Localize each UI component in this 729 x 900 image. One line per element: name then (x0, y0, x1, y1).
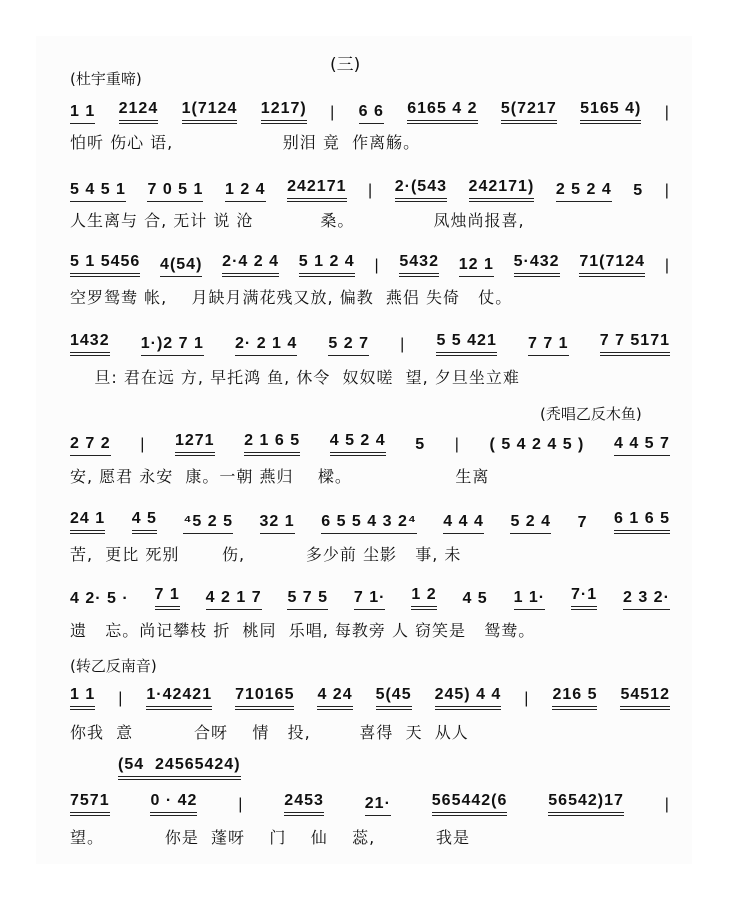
bracket-row (118, 756, 241, 780)
note-group: 4 2 1 7 (206, 589, 262, 610)
lyrics-row: 空罗鸳鸯 帐, 月缺月满花残又放, 偏教 燕侣 失倚 仗。 (70, 288, 513, 307)
note-group: 4 4 5 7 (614, 435, 670, 456)
notation-row (70, 586, 670, 610)
barline: | (140, 436, 146, 453)
note-group: 5·432 (514, 253, 560, 277)
note-group: 7 1· (354, 589, 386, 610)
note-group: ⁴5 2 5 (183, 513, 233, 534)
note-group: 4(54) (160, 256, 202, 277)
annotation-zhuan: (转乙反南音) (70, 657, 157, 675)
note-group: 5432 (399, 253, 439, 277)
barline: | (374, 257, 380, 274)
section-title: (三) (330, 55, 361, 75)
note-group: 1·42421 (146, 686, 212, 710)
lyrics-row: 怕听 伤心 语, 别泪 竟 作离觞。 (70, 133, 421, 152)
note-group: 71(7124 (579, 253, 645, 277)
note-group: 1 1 (70, 103, 95, 124)
annotation-tuchang: (秃唱乙反木鱼) (540, 405, 642, 423)
note-group: 6165 4 2 (407, 100, 477, 124)
lyrics-row: 旦: 君在远 方, 早托鸿 鱼, 休令 奴奴嗟 望, 夕旦坐立难 (70, 368, 520, 387)
interlude-bracket: (54 24565424) (118, 756, 241, 780)
barline: | (664, 796, 670, 813)
note-group: 7 1 (155, 586, 180, 610)
note-group: 0 · 42 (150, 792, 197, 816)
note-group: 2 1 6 5 (244, 432, 300, 456)
note-group: 4 24 (317, 686, 352, 710)
barline: | (400, 336, 406, 353)
lyrics-row: 你我 意 合呀 情 投, 喜得 天 从人 (70, 723, 469, 742)
note-group: 2 5 2 4 (556, 181, 612, 202)
note-group: 5 7 5 (287, 589, 328, 610)
note-group: 216 5 (552, 686, 597, 710)
note-group: 7·1 (571, 586, 597, 610)
note-group: 1 2 (411, 586, 436, 610)
note-group: 4 5 (132, 510, 157, 534)
barline: | (118, 690, 124, 707)
note-group: 6 6 (359, 103, 384, 124)
note-group: 710165 (235, 686, 294, 710)
notation-row (70, 332, 670, 356)
barline: | (454, 436, 460, 453)
barline: | (664, 182, 670, 199)
note-group: 1271 (175, 432, 215, 456)
barline: | (238, 796, 244, 813)
note-group: 21· (365, 795, 391, 816)
note-group: 6 5 5 4 3 2⁴ (321, 513, 417, 534)
note-group: ( 5 4 2 4 5 ) (489, 436, 585, 453)
note-group: 565442(6 (432, 792, 508, 816)
note-group: 242171) (469, 178, 535, 202)
barline: | (664, 257, 670, 274)
note-group: 1217) (261, 100, 307, 124)
lyrics-row: 望。 你是 蓬呀 门 仙 蕊, 我是 (70, 828, 471, 847)
lyrics-row: 苦, 更比 死别 伤, 多少前 尘影 事, 未 (70, 545, 462, 564)
notation-row (70, 100, 670, 124)
note-group: 5 2 7 (328, 335, 369, 356)
note-group: 5 1 2 4 (299, 253, 355, 277)
note-group: 7571 (70, 792, 110, 816)
note-group: 2·(543 (395, 178, 447, 202)
note-group: 1 2 4 (225, 181, 266, 202)
note-group: 5 2 4 (510, 513, 551, 534)
lyrics-row: 遗 忘。尚记攀枝 折 桃同 乐唱, 每教旁 人 窃笑是 鸳鸯。 (70, 621, 536, 640)
note-group: 2·4 2 4 (222, 253, 279, 277)
note-group: 245) 4 4 (435, 686, 502, 710)
note-group: 54512 (620, 686, 670, 710)
note-group: 2 3 2· (623, 589, 670, 610)
notation-row (70, 432, 670, 456)
note-group: 4 5 (462, 590, 488, 607)
barline: | (664, 104, 670, 121)
lyrics-row: 人生离与 合, 无计 说 沧 桑。 凤烛尚报喜, (70, 211, 525, 230)
note-group: 2 7 2 (70, 435, 111, 456)
note-group: 24 1 (70, 510, 105, 534)
note-group: 5 5 421 (436, 332, 496, 356)
note-group: 1432 (70, 332, 110, 356)
note-group: 32 1 (260, 513, 295, 534)
note-group: 5 4 5 1 (70, 181, 126, 202)
notation-row (70, 510, 670, 534)
note-group: 6 1 6 5 (614, 510, 670, 534)
lyrics-row: 安, 愿君 永安 康。一朝 燕归 樑。 生离 (70, 467, 490, 486)
note-group: 2124 (119, 100, 159, 124)
note-group: 5 (633, 182, 644, 199)
note-group: 7 (577, 514, 588, 531)
annotation-duyu: (杜宇重啼) (70, 70, 142, 88)
note-group: 7 0 5 1 (147, 181, 203, 202)
note-group: 12 1 (459, 256, 494, 277)
notation-row (70, 253, 670, 277)
note-group: 4 2· 5 · (70, 590, 129, 607)
note-group: 4 5 2 4 (330, 432, 386, 456)
note-group: 5165 4) (580, 100, 641, 124)
barline: | (330, 104, 336, 121)
note-group: 1·)2 7 1 (141, 335, 204, 356)
note-group: 2· 2 1 4 (235, 335, 297, 356)
note-group: 56542)17 (548, 792, 624, 816)
note-group: 2453 (284, 792, 324, 816)
note-group: 242171 (287, 178, 346, 202)
note-group: 5 1 5456 (70, 253, 140, 277)
barline: | (524, 690, 530, 707)
note-group: 5(45 (376, 686, 412, 710)
note-group: 5(7217 (501, 100, 557, 124)
note-group: 1(7124 (182, 100, 238, 124)
barline: | (368, 182, 374, 199)
notation-row (70, 686, 670, 710)
note-group: 1 1· (514, 589, 546, 610)
note-group: 1 1 (70, 686, 95, 710)
notation-row (70, 178, 670, 202)
note-group: 5 (415, 436, 426, 453)
note-group: 4 4 4 (443, 513, 484, 534)
notation-row (70, 792, 670, 816)
note-group: 7 7 5171 (600, 332, 670, 356)
note-group: 7 7 1 (528, 335, 569, 356)
